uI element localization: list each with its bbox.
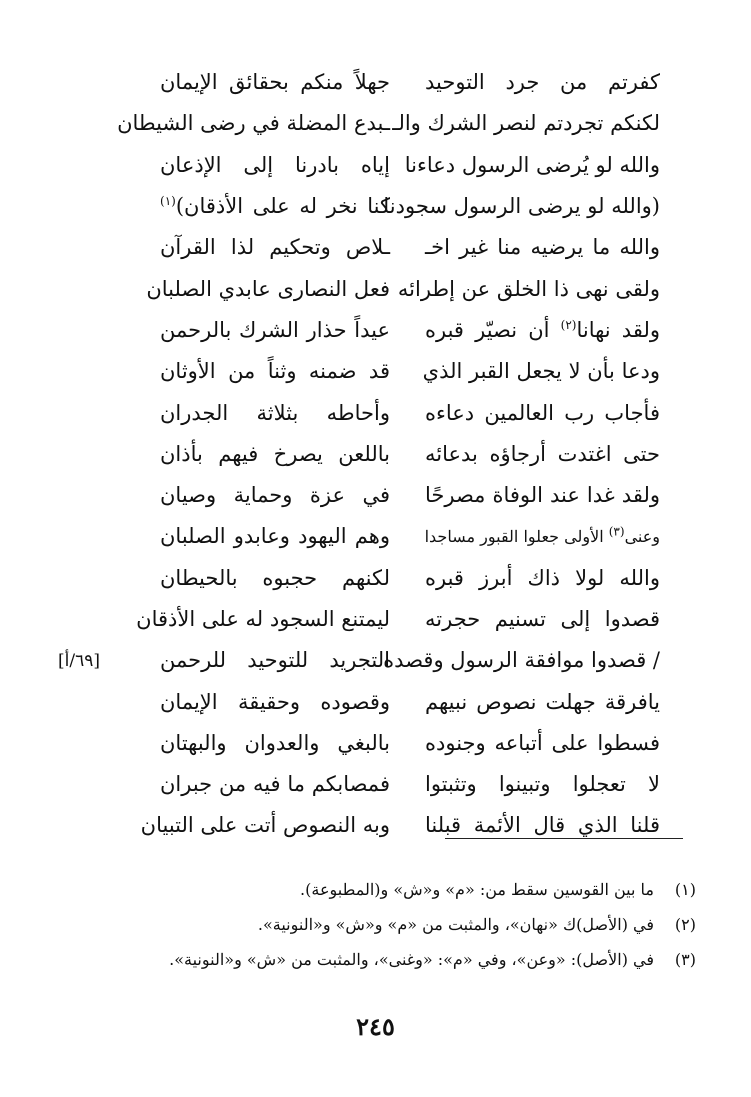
verse-first-hemistich: لكنكم تجردتم لنصر الشرك والـ	[392, 111, 660, 136]
page-number: ٢٤٥	[356, 1012, 395, 1041]
footnote-ref: (٢)	[560, 317, 577, 332]
hemistich-text-rest: الأولى جعلوا القبور مساجدا	[424, 526, 609, 546]
hemistich-text: ولقد نهانا	[576, 317, 660, 342]
verse-line	[160, 227, 660, 268]
verse-second-hemistich: لكنهم حجبوه بالحيطان	[160, 565, 390, 590]
verse-second-hemistich: وهم اليهود وعابدو الصلبان	[160, 524, 390, 549]
verse-second-hemistich: فعل النصارى عابدي الصلبان	[146, 276, 390, 301]
verse-first-hemistich: ودعا بأن لا يجعل القبر الذي	[422, 359, 660, 384]
verse-second-hemistich: وقصوده وحقيقة الإيمان	[160, 689, 390, 714]
verse-line	[160, 434, 660, 475]
verse-line	[160, 640, 660, 681]
verse-first-hemistich: (والله لو يرضى الرسول سجودنا	[383, 194, 660, 219]
verse-first-hemistich: يافرقة جهلت نصوص نبيهم	[425, 689, 660, 714]
hemistich-text-rest: أن نصيّر قبره	[425, 317, 561, 342]
footnotes	[136, 880, 696, 985]
verse-second-hemistich	[160, 196, 390, 217]
verse-first-hemistich: ولقى نهى ذا الخلق عن إطرائه	[397, 276, 660, 301]
verse-second-hemistich: باللعن يصرخ فيهم بأذان	[160, 441, 390, 466]
verse-first-hemistich: فأجاب رب العالمين دعاءه	[425, 400, 660, 425]
footnote	[136, 950, 696, 985]
verse-second-hemistich: التجريد للتوحيد للرحمن	[160, 648, 390, 673]
verse-first-hemistich: حتى اغتدت أرجاؤه بدعائه	[425, 441, 660, 466]
verse-second-hemistich: عيداً حذار الشرك بالرحمن	[160, 317, 390, 342]
verse-line	[160, 516, 660, 557]
verse-second-hemistich: بالبغي والعدوان والبهتان	[160, 730, 390, 755]
verse-first-hemistich: / قصدوا موافقة الرسول وقصده	[383, 648, 660, 673]
verse-line	[136, 599, 660, 640]
verse-second-hemistich: وبه النصوص أتت على التبيان	[140, 813, 390, 838]
footnote-text: في (الأصل)ك «نهان»، والمثبت من «م» و«ش» و«النونية».	[257, 915, 654, 934]
verse-line	[160, 558, 660, 599]
footnote-divider	[445, 838, 683, 839]
verse-first-hemistich: كفرتم من جرد التوحيد	[425, 70, 660, 95]
verse-second-hemistich: فمصابكم ما فيه من جبران	[160, 772, 390, 797]
verse-line	[160, 186, 660, 227]
verse-first-hemistich	[425, 317, 660, 342]
verse-line	[160, 475, 660, 516]
verse-second-hemistich: قد ضمنه وثناً من الأوثان	[160, 359, 390, 384]
hemistich-text: وعنى	[624, 526, 660, 546]
verse-line	[160, 62, 660, 103]
verse-second-hemistich: وأحاطه بثلاثة الجدران	[160, 400, 390, 425]
verse-second-hemistich: إياه بادرنا إلى الإذعان	[160, 152, 390, 177]
verse-second-hemistich: جهلاً منكم بحقائق الإيمان	[160, 70, 390, 95]
verse-first-hemistich: فسطوا على أتباعه وجنوده	[425, 730, 660, 755]
verse-first-hemistich: والله لو يُرضى الرسول دعاءنا	[404, 152, 660, 177]
verse-second-hemistich: ـبدع المضلة في رضى الشيطان	[117, 111, 390, 136]
footnote	[136, 880, 696, 915]
verse-line	[160, 351, 660, 392]
hemistich-text: كنا نخر له على الأذقان)	[175, 194, 390, 219]
verse-second-hemistich: في عزة وحماية وصيان	[160, 483, 390, 508]
verse-line	[160, 681, 660, 722]
verse-line	[160, 392, 660, 433]
footnote-text: ما بين القوسين سقط من: «م» و«ش» و(المطبوعة).	[300, 880, 654, 899]
footnote-number: (٣)	[674, 950, 696, 969]
verse-line	[160, 310, 660, 351]
verse-line	[146, 268, 660, 309]
verse-first-hemistich: لا تعجلوا وتبينوا وتثبتوا	[425, 772, 660, 797]
verse-line	[117, 103, 660, 144]
footnote-text: في (الأصل): «وعن»، وفي «م»: «وغنى»، والمثبت من «ش» و«النونية».	[169, 950, 654, 969]
verse-first-hemistich: قصدوا إلى تسنيم حجرته	[425, 607, 660, 631]
verse-first-hemistich: والله لولا ذاك أبرز قبره	[425, 565, 660, 590]
footnote-ref: (٣)	[608, 524, 625, 539]
verse-first-hemistich: قلنا الذي قال الأئمة قبلنا	[425, 813, 660, 838]
poem-verses	[117, 62, 660, 847]
verse-line	[160, 723, 660, 764]
verse-second-hemistich: ـلاص وتحكيم لذا القرآن	[160, 235, 390, 260]
verse-line	[160, 145, 660, 186]
verse-first-hemistich: والله ما يرضيه منا غير اخـ	[425, 235, 660, 260]
footnote-number: (٢)	[674, 915, 696, 934]
footnote-number: (١)	[674, 880, 696, 899]
verse-first-hemistich: ولقد غدا عند الوفاة مصرحًا	[425, 483, 660, 508]
verse-line	[140, 805, 660, 846]
footnote-ref: (١)	[160, 194, 176, 209]
manuscript-folio-marker: [٦٩/أ]	[58, 651, 100, 671]
verse-line	[160, 764, 660, 805]
verse-second-hemistich: ليمتنع السجود له على الأذقان	[136, 607, 390, 631]
verse-first-hemistich	[424, 524, 660, 546]
footnote	[136, 915, 696, 950]
